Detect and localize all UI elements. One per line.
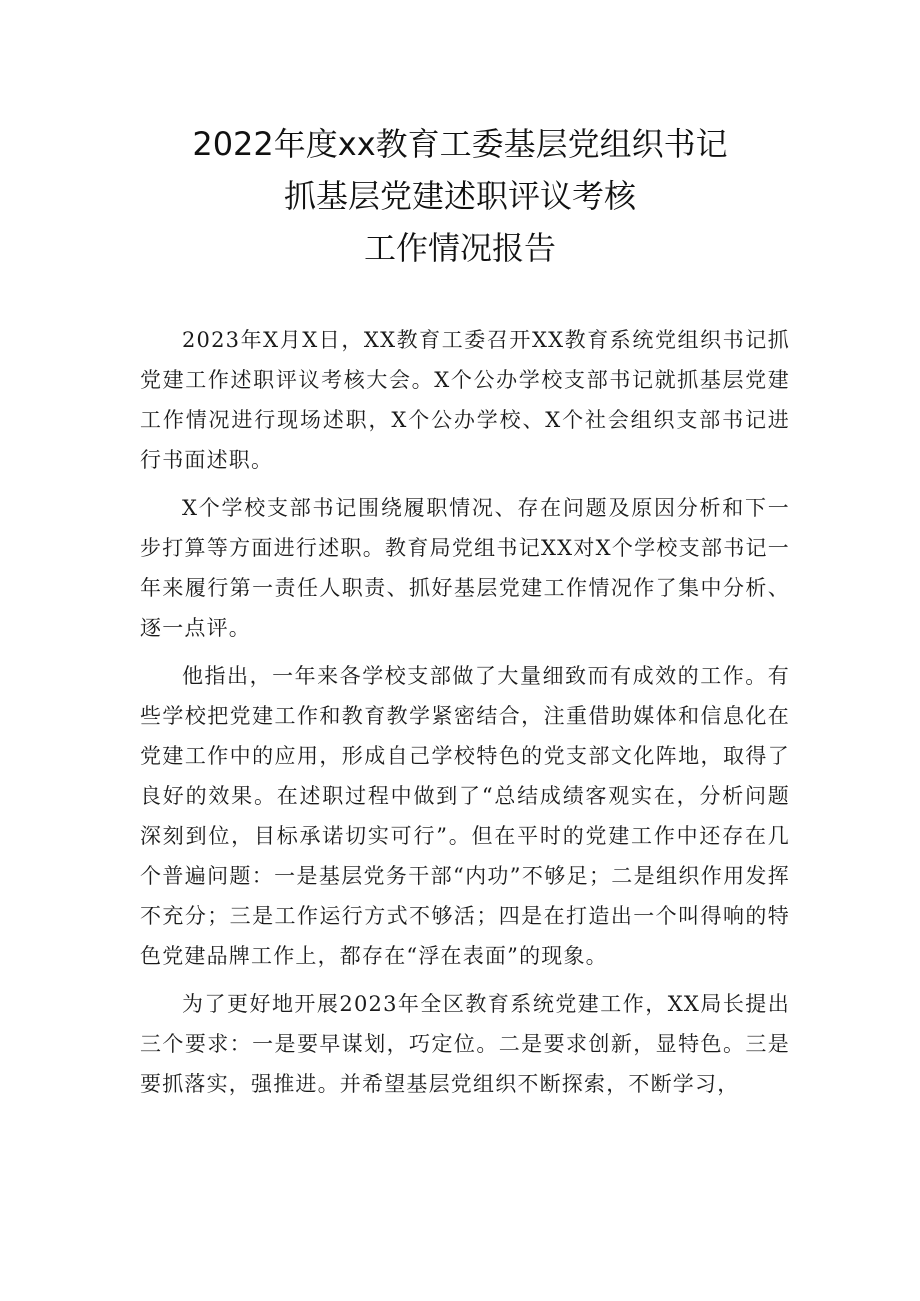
title-line-1: 2022年度xx教育工委基层党组织书记 (192, 125, 728, 163)
title-line-3: 工作情况报告 (363, 229, 556, 267)
paragraph-1: 2023年X月X日，XX教育工委召开XX教育系统党组织书记抓党建工作述职评议考核大会。X个公办学校支部书记就抓基层党建工作情况进行现场述职，X个公办学校、X个社会组织支部书记进行书面述职。 (140, 328, 790, 472)
paragraph-3: 他指出，一年来各学校支部做了大量细致而有成效的工作。有些学校把党建工作和教育教学紧密结合，注重借助媒体和信息化在党建工作中的应用，形成自己学校特色的党支部文化阵地，取得了良好的效果。在述职过程中做到了“总结成绩客观实在，分析问题深刻到位，目标承诺切实可行”。但在平时的党建工作中还存在几个普遍问题：一是基层党务干部“内功”不够足；二是组织作用发挥不充分；三是工作运行方式不够活；四是在打造出一个叫得响的特色党建品牌工作上，都存在“浮在表面”的现象。 (140, 664, 790, 968)
paragraph-2: X个学校支部书记围绕履职情况、存在问题及原因分析和下一步打算等方面进行述职。教育局党组书记XX对X个学校支部书记一年来履行第一责任人职责、抓好基层党建工作情况作了集中分析、逐一点评。 (140, 496, 790, 640)
document-title (0, 118, 920, 274)
paragraph-4: 为了更好地开展2023年全区教育系统党建工作，XX局长提出三个要求：一是要早谋划，巧定位。二是要求创新，显特色。三是要抓落实，强推进。并希望基层党组织不断探索，不断学习， (140, 992, 790, 1096)
title-line-2: 抓基层党建述职评议考核 (283, 177, 636, 215)
document-body (140, 320, 790, 1112)
